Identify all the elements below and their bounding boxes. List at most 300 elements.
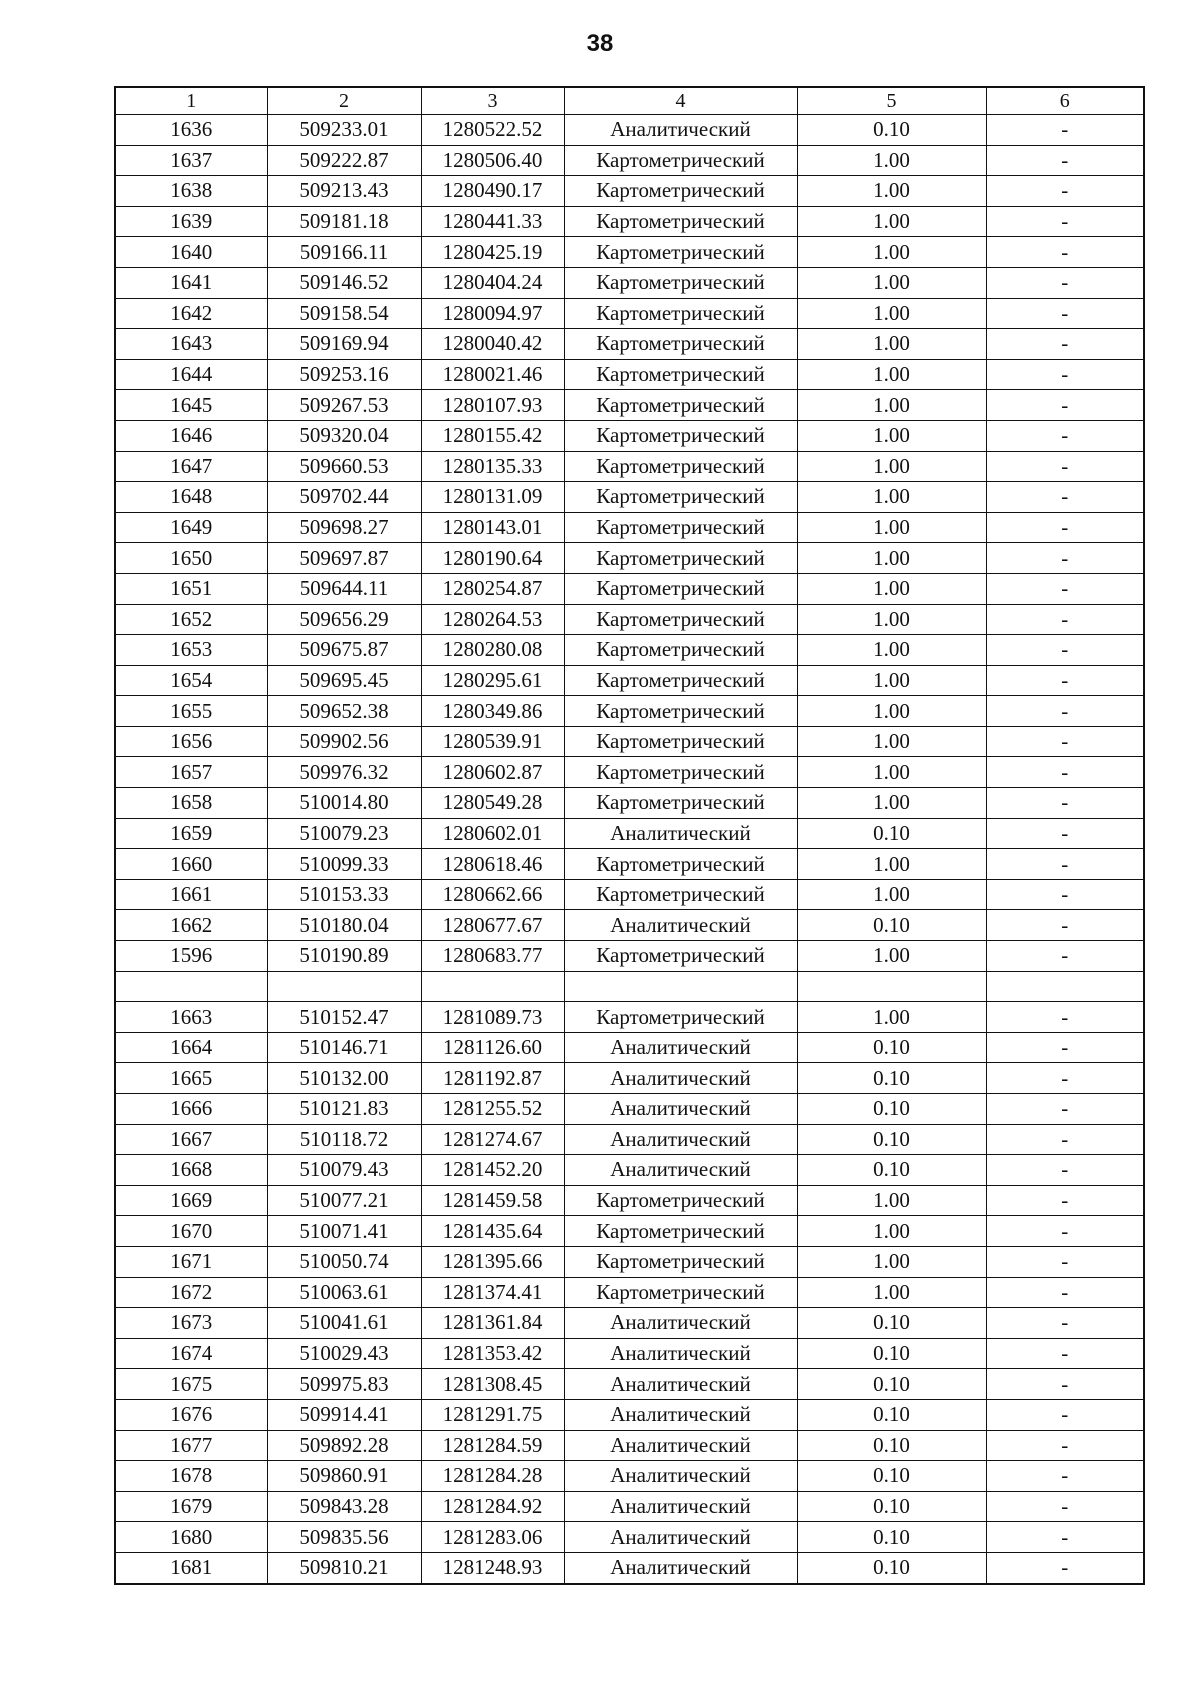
point-number-cell: 1636 — [115, 115, 267, 146]
note-cell: - — [986, 665, 1144, 696]
note-cell: - — [986, 757, 1144, 788]
note-cell: - — [986, 1308, 1144, 1339]
accuracy-cell: 0.10 — [797, 1124, 986, 1155]
y-coordinate-cell — [421, 971, 564, 1002]
method-cell: Картометрический — [564, 879, 797, 910]
table-row — [115, 910, 1144, 941]
table-row — [115, 1522, 1144, 1553]
table-row — [115, 420, 1144, 451]
point-number-cell: 1667 — [115, 1124, 267, 1155]
note-cell: - — [986, 420, 1144, 451]
note-cell: - — [986, 818, 1144, 849]
x-coordinate-cell: 510146.71 — [267, 1032, 421, 1063]
method-cell: Картометрический — [564, 451, 797, 482]
note-cell: - — [986, 941, 1144, 972]
accuracy-cell: 0.10 — [797, 910, 986, 941]
y-coordinate-cell: 1280441.33 — [421, 206, 564, 237]
point-number-cell: 1664 — [115, 1032, 267, 1063]
x-coordinate-cell: 509253.16 — [267, 359, 421, 390]
point-number-cell: 1638 — [115, 176, 267, 207]
x-coordinate-cell: 509675.87 — [267, 635, 421, 666]
method-cell: Картометрический — [564, 573, 797, 604]
note-cell: - — [986, 115, 1144, 146]
method-cell: Аналитический — [564, 1124, 797, 1155]
y-coordinate-cell: 1280602.01 — [421, 818, 564, 849]
note-cell: - — [986, 635, 1144, 666]
table-row — [115, 1185, 1144, 1216]
accuracy-cell: 0.10 — [797, 1522, 986, 1553]
point-number-cell: 1672 — [115, 1277, 267, 1308]
table-row — [115, 1308, 1144, 1339]
y-coordinate-cell: 1280155.42 — [421, 420, 564, 451]
method-cell: Аналитический — [564, 115, 797, 146]
x-coordinate-cell: 510071.41 — [267, 1216, 421, 1247]
table-row — [115, 1552, 1144, 1583]
table-row — [115, 1002, 1144, 1033]
accuracy-cell: 0.10 — [797, 115, 986, 146]
note-cell: - — [986, 451, 1144, 482]
method-cell: Картометрический — [564, 1246, 797, 1277]
point-number-cell: 1681 — [115, 1552, 267, 1583]
x-coordinate-cell: 510152.47 — [267, 1002, 421, 1033]
x-coordinate-cell: 509222.87 — [267, 145, 421, 176]
x-coordinate-cell: 510029.43 — [267, 1338, 421, 1369]
y-coordinate-cell: 1281374.41 — [421, 1277, 564, 1308]
method-cell: Аналитический — [564, 1399, 797, 1430]
method-cell: Картометрический — [564, 1185, 797, 1216]
accuracy-cell: 0.10 — [797, 1461, 986, 1492]
point-number-cell: 1659 — [115, 818, 267, 849]
note-cell: - — [986, 910, 1144, 941]
y-coordinate-cell: 1280522.52 — [421, 115, 564, 146]
point-number-cell: 1645 — [115, 390, 267, 421]
table-row — [115, 1216, 1144, 1247]
accuracy-cell: 1.00 — [797, 420, 986, 451]
method-cell: Аналитический — [564, 1522, 797, 1553]
point-number-cell: 1643 — [115, 329, 267, 360]
note-cell: - — [986, 1032, 1144, 1063]
x-coordinate-cell: 509698.27 — [267, 512, 421, 543]
y-coordinate-cell: 1281395.66 — [421, 1246, 564, 1277]
method-cell: Аналитический — [564, 1094, 797, 1125]
accuracy-cell — [797, 971, 986, 1002]
table-row — [115, 1399, 1144, 1430]
y-coordinate-cell: 1280602.87 — [421, 757, 564, 788]
point-number-cell: 1656 — [115, 726, 267, 757]
point-number-cell: 1652 — [115, 604, 267, 635]
method-cell: Картометрический — [564, 420, 797, 451]
y-coordinate-cell: 1281089.73 — [421, 1002, 564, 1033]
accuracy-cell: 1.00 — [797, 573, 986, 604]
table-row — [115, 329, 1144, 360]
x-coordinate-cell: 509860.91 — [267, 1461, 421, 1492]
x-coordinate-cell: 510180.04 — [267, 910, 421, 941]
point-number-cell: 1655 — [115, 696, 267, 727]
table-row — [115, 1032, 1144, 1063]
accuracy-cell: 1.00 — [797, 512, 986, 543]
y-coordinate-cell: 1280143.01 — [421, 512, 564, 543]
note-cell: - — [986, 206, 1144, 237]
accuracy-cell: 1.00 — [797, 757, 986, 788]
x-coordinate-cell: 510132.00 — [267, 1063, 421, 1094]
y-coordinate-cell: 1280539.91 — [421, 726, 564, 757]
method-cell: Аналитический — [564, 1552, 797, 1583]
column-header: 1 — [115, 87, 267, 115]
method-cell: Картометрический — [564, 512, 797, 543]
method-cell: Картометрический — [564, 635, 797, 666]
table-row — [115, 879, 1144, 910]
table-row — [115, 1246, 1144, 1277]
point-number-cell: 1658 — [115, 788, 267, 819]
x-coordinate-cell: 510077.21 — [267, 1185, 421, 1216]
x-coordinate-cell: 509169.94 — [267, 329, 421, 360]
note-cell: - — [986, 543, 1144, 574]
point-number-cell: 1662 — [115, 910, 267, 941]
table-row — [115, 971, 1144, 1002]
y-coordinate-cell: 1280280.08 — [421, 635, 564, 666]
x-coordinate-cell: 510153.33 — [267, 879, 421, 910]
table-row — [115, 818, 1144, 849]
note-cell: - — [986, 1216, 1144, 1247]
table-row — [115, 696, 1144, 727]
accuracy-cell: 0.10 — [797, 1032, 986, 1063]
y-coordinate-cell: 1280254.87 — [421, 573, 564, 604]
point-number-cell: 1666 — [115, 1094, 267, 1125]
y-coordinate-cell: 1281459.58 — [421, 1185, 564, 1216]
method-cell: Аналитический — [564, 1491, 797, 1522]
note-cell: - — [986, 1155, 1144, 1186]
y-coordinate-cell: 1280349.86 — [421, 696, 564, 727]
method-cell: Картометрический — [564, 1277, 797, 1308]
table-row — [115, 1155, 1144, 1186]
point-number-cell: 1670 — [115, 1216, 267, 1247]
method-cell: Картометрический — [564, 145, 797, 176]
table-row — [115, 665, 1144, 696]
point-number-cell: 1644 — [115, 359, 267, 390]
x-coordinate-cell: 509902.56 — [267, 726, 421, 757]
accuracy-cell: 0.10 — [797, 1308, 986, 1339]
accuracy-cell: 0.10 — [797, 1063, 986, 1094]
accuracy-cell: 1.00 — [797, 879, 986, 910]
method-cell: Картометрический — [564, 176, 797, 207]
point-number-cell: 1678 — [115, 1461, 267, 1492]
point-number-cell: 1637 — [115, 145, 267, 176]
x-coordinate-cell: 510050.74 — [267, 1246, 421, 1277]
note-cell: - — [986, 849, 1144, 880]
y-coordinate-cell: 1280190.64 — [421, 543, 564, 574]
accuracy-cell: 1.00 — [797, 267, 986, 298]
table-row — [115, 1369, 1144, 1400]
x-coordinate-cell: 509158.54 — [267, 298, 421, 329]
table-row — [115, 206, 1144, 237]
x-coordinate-cell: 509644.11 — [267, 573, 421, 604]
x-coordinate-cell: 509697.87 — [267, 543, 421, 574]
table-row — [115, 1063, 1144, 1094]
accuracy-cell: 1.00 — [797, 482, 986, 513]
accuracy-cell: 1.00 — [797, 237, 986, 268]
x-coordinate-cell: 510121.83 — [267, 1094, 421, 1125]
y-coordinate-cell: 1281291.75 — [421, 1399, 564, 1430]
accuracy-cell: 1.00 — [797, 1246, 986, 1277]
y-coordinate-cell: 1281284.28 — [421, 1461, 564, 1492]
note-cell: - — [986, 237, 1144, 268]
note-cell: - — [986, 1369, 1144, 1400]
note-cell: - — [986, 1185, 1144, 1216]
y-coordinate-cell: 1280094.97 — [421, 298, 564, 329]
table-row — [115, 1461, 1144, 1492]
x-coordinate-cell: 509652.38 — [267, 696, 421, 727]
y-coordinate-cell: 1281435.64 — [421, 1216, 564, 1247]
point-number-cell: 1676 — [115, 1399, 267, 1430]
table-row — [115, 390, 1144, 421]
x-coordinate-cell: 509810.21 — [267, 1552, 421, 1583]
method-cell: Картометрический — [564, 604, 797, 635]
method-cell: Аналитический — [564, 1461, 797, 1492]
method-cell: Аналитический — [564, 1155, 797, 1186]
note-cell: - — [986, 1491, 1144, 1522]
x-coordinate-cell: 510063.61 — [267, 1277, 421, 1308]
point-number-cell: 1669 — [115, 1185, 267, 1216]
y-coordinate-cell: 1281361.84 — [421, 1308, 564, 1339]
table-row — [115, 145, 1144, 176]
x-coordinate-cell: 510099.33 — [267, 849, 421, 880]
note-cell: - — [986, 573, 1144, 604]
table-row — [115, 543, 1144, 574]
y-coordinate-cell: 1280506.40 — [421, 145, 564, 176]
note-cell: - — [986, 1063, 1144, 1094]
x-coordinate-cell: 509233.01 — [267, 115, 421, 146]
method-cell: Картометрический — [564, 1002, 797, 1033]
y-coordinate-cell: 1281353.42 — [421, 1338, 564, 1369]
accuracy-cell: 0.10 — [797, 1338, 986, 1369]
method-cell: Аналитический — [564, 818, 797, 849]
y-coordinate-cell: 1280021.46 — [421, 359, 564, 390]
method-cell: Аналитический — [564, 910, 797, 941]
table-row — [115, 115, 1144, 146]
method-cell: Картометрический — [564, 665, 797, 696]
table-row — [115, 237, 1144, 268]
point-number-cell: 1660 — [115, 849, 267, 880]
x-coordinate-cell: 510079.23 — [267, 818, 421, 849]
x-coordinate-cell: 510079.43 — [267, 1155, 421, 1186]
column-header: 6 — [986, 87, 1144, 115]
note-cell: - — [986, 1002, 1144, 1033]
note-cell: - — [986, 726, 1144, 757]
table-row — [115, 1430, 1144, 1461]
note-cell: - — [986, 788, 1144, 819]
column-header: 3 — [421, 87, 564, 115]
table-row — [115, 176, 1144, 207]
y-coordinate-cell: 1281126.60 — [421, 1032, 564, 1063]
method-cell: Аналитический — [564, 1430, 797, 1461]
x-coordinate-cell: 509660.53 — [267, 451, 421, 482]
note-cell: - — [986, 1277, 1144, 1308]
column-header: 5 — [797, 87, 986, 115]
method-cell: Картометрический — [564, 359, 797, 390]
method-cell: Картометрический — [564, 757, 797, 788]
x-coordinate-cell: 509213.43 — [267, 176, 421, 207]
note-cell: - — [986, 1246, 1144, 1277]
accuracy-cell: 0.10 — [797, 818, 986, 849]
accuracy-cell: 0.10 — [797, 1369, 986, 1400]
y-coordinate-cell: 1280040.42 — [421, 329, 564, 360]
method-cell: Аналитический — [564, 1308, 797, 1339]
accuracy-cell: 1.00 — [797, 604, 986, 635]
method-cell: Картометрический — [564, 849, 797, 880]
y-coordinate-cell: 1280131.09 — [421, 482, 564, 513]
method-cell: Картометрический — [564, 329, 797, 360]
y-coordinate-cell: 1280662.66 — [421, 879, 564, 910]
accuracy-cell: 1.00 — [797, 1216, 986, 1247]
note-cell: - — [986, 1338, 1144, 1369]
point-number-cell: 1640 — [115, 237, 267, 268]
y-coordinate-cell: 1281274.67 — [421, 1124, 564, 1155]
y-coordinate-cell: 1280264.53 — [421, 604, 564, 635]
method-cell: Картометрический — [564, 788, 797, 819]
y-coordinate-cell: 1280683.77 — [421, 941, 564, 972]
accuracy-cell: 1.00 — [797, 1002, 986, 1033]
y-coordinate-cell: 1281283.06 — [421, 1522, 564, 1553]
point-number-cell: 1646 — [115, 420, 267, 451]
point-number-cell: 1657 — [115, 757, 267, 788]
accuracy-cell: 0.10 — [797, 1552, 986, 1583]
point-number-cell: 1674 — [115, 1338, 267, 1369]
point-number-cell: 1677 — [115, 1430, 267, 1461]
point-number-cell: 1651 — [115, 573, 267, 604]
table-row — [115, 604, 1144, 635]
note-cell: - — [986, 176, 1144, 207]
accuracy-cell: 1.00 — [797, 1185, 986, 1216]
point-number-cell — [115, 971, 267, 1002]
y-coordinate-cell: 1280404.24 — [421, 267, 564, 298]
table-row — [115, 788, 1144, 819]
method-cell: Картометрический — [564, 941, 797, 972]
note-cell: - — [986, 145, 1144, 176]
method-cell: Аналитический — [564, 1063, 797, 1094]
point-number-cell: 1642 — [115, 298, 267, 329]
accuracy-cell: 1.00 — [797, 390, 986, 421]
table-row — [115, 1124, 1144, 1155]
method-cell: Картометрический — [564, 298, 797, 329]
point-number-cell: 1668 — [115, 1155, 267, 1186]
note-cell: - — [986, 1430, 1144, 1461]
y-coordinate-cell: 1281284.59 — [421, 1430, 564, 1461]
note-cell: - — [986, 512, 1144, 543]
point-number-cell: 1641 — [115, 267, 267, 298]
method-cell: Картометрический — [564, 482, 797, 513]
x-coordinate-cell: 509976.32 — [267, 757, 421, 788]
point-number-cell: 1649 — [115, 512, 267, 543]
method-cell: Аналитический — [564, 1369, 797, 1400]
x-coordinate-cell: 509695.45 — [267, 665, 421, 696]
x-coordinate-cell: 509181.18 — [267, 206, 421, 237]
x-coordinate-cell: 510118.72 — [267, 1124, 421, 1155]
table-row — [115, 726, 1144, 757]
method-cell: Аналитический — [564, 1338, 797, 1369]
page-number: 38 — [586, 30, 614, 57]
note-cell: - — [986, 390, 1144, 421]
accuracy-cell: 1.00 — [797, 726, 986, 757]
accuracy-cell: 1.00 — [797, 1277, 986, 1308]
accuracy-cell: 1.00 — [797, 176, 986, 207]
accuracy-cell: 1.00 — [797, 941, 986, 972]
x-coordinate-cell: 510014.80 — [267, 788, 421, 819]
table-row — [115, 1277, 1144, 1308]
point-number-cell: 1679 — [115, 1491, 267, 1522]
accuracy-cell: 0.10 — [797, 1094, 986, 1125]
method-cell: Аналитический — [564, 1032, 797, 1063]
y-coordinate-cell: 1280425.19 — [421, 237, 564, 268]
point-number-cell: 1596 — [115, 941, 267, 972]
table-body — [115, 87, 1144, 1584]
table-row — [115, 451, 1144, 482]
table-row — [115, 482, 1144, 513]
note-cell: - — [986, 604, 1144, 635]
y-coordinate-cell: 1280295.61 — [421, 665, 564, 696]
x-coordinate-cell: 510041.61 — [267, 1308, 421, 1339]
x-coordinate-cell — [267, 971, 421, 1002]
point-number-cell: 1653 — [115, 635, 267, 666]
x-coordinate-cell: 509914.41 — [267, 1399, 421, 1430]
x-coordinate-cell: 509146.52 — [267, 267, 421, 298]
table-row — [115, 512, 1144, 543]
y-coordinate-cell: 1280677.67 — [421, 910, 564, 941]
accuracy-cell: 1.00 — [797, 788, 986, 819]
point-number-cell: 1675 — [115, 1369, 267, 1400]
point-number-cell: 1650 — [115, 543, 267, 574]
x-coordinate-cell: 509843.28 — [267, 1491, 421, 1522]
accuracy-cell: 1.00 — [797, 849, 986, 880]
accuracy-cell: 1.00 — [797, 696, 986, 727]
accuracy-cell: 1.00 — [797, 206, 986, 237]
accuracy-cell: 0.10 — [797, 1155, 986, 1186]
note-cell: - — [986, 1461, 1144, 1492]
accuracy-cell: 1.00 — [797, 665, 986, 696]
note-cell: - — [986, 1522, 1144, 1553]
point-number-cell: 1665 — [115, 1063, 267, 1094]
accuracy-cell: 1.00 — [797, 635, 986, 666]
x-coordinate-cell: 510190.89 — [267, 941, 421, 972]
y-coordinate-cell: 1281192.87 — [421, 1063, 564, 1094]
accuracy-cell: 1.00 — [797, 359, 986, 390]
point-number-cell: 1661 — [115, 879, 267, 910]
table-row — [115, 941, 1144, 972]
method-cell: Картометрический — [564, 206, 797, 237]
accuracy-cell: 0.10 — [797, 1491, 986, 1522]
y-coordinate-cell: 1281452.20 — [421, 1155, 564, 1186]
note-cell: - — [986, 696, 1144, 727]
x-coordinate-cell: 509702.44 — [267, 482, 421, 513]
method-cell: Картометрический — [564, 696, 797, 727]
coordinates-table — [114, 86, 1145, 1585]
y-coordinate-cell: 1281308.45 — [421, 1369, 564, 1400]
method-cell: Картометрический — [564, 237, 797, 268]
table-row — [115, 849, 1144, 880]
method-cell — [564, 971, 797, 1002]
table-row — [115, 1094, 1144, 1125]
y-coordinate-cell: 1280135.33 — [421, 451, 564, 482]
table-row — [115, 635, 1144, 666]
accuracy-cell: 0.10 — [797, 1430, 986, 1461]
note-cell: - — [986, 879, 1144, 910]
note-cell: - — [986, 298, 1144, 329]
accuracy-cell: 1.00 — [797, 145, 986, 176]
point-number-cell: 1639 — [115, 206, 267, 237]
method-cell: Картометрический — [564, 726, 797, 757]
column-header: 2 — [267, 87, 421, 115]
table-row — [115, 1491, 1144, 1522]
accuracy-cell: 1.00 — [797, 298, 986, 329]
